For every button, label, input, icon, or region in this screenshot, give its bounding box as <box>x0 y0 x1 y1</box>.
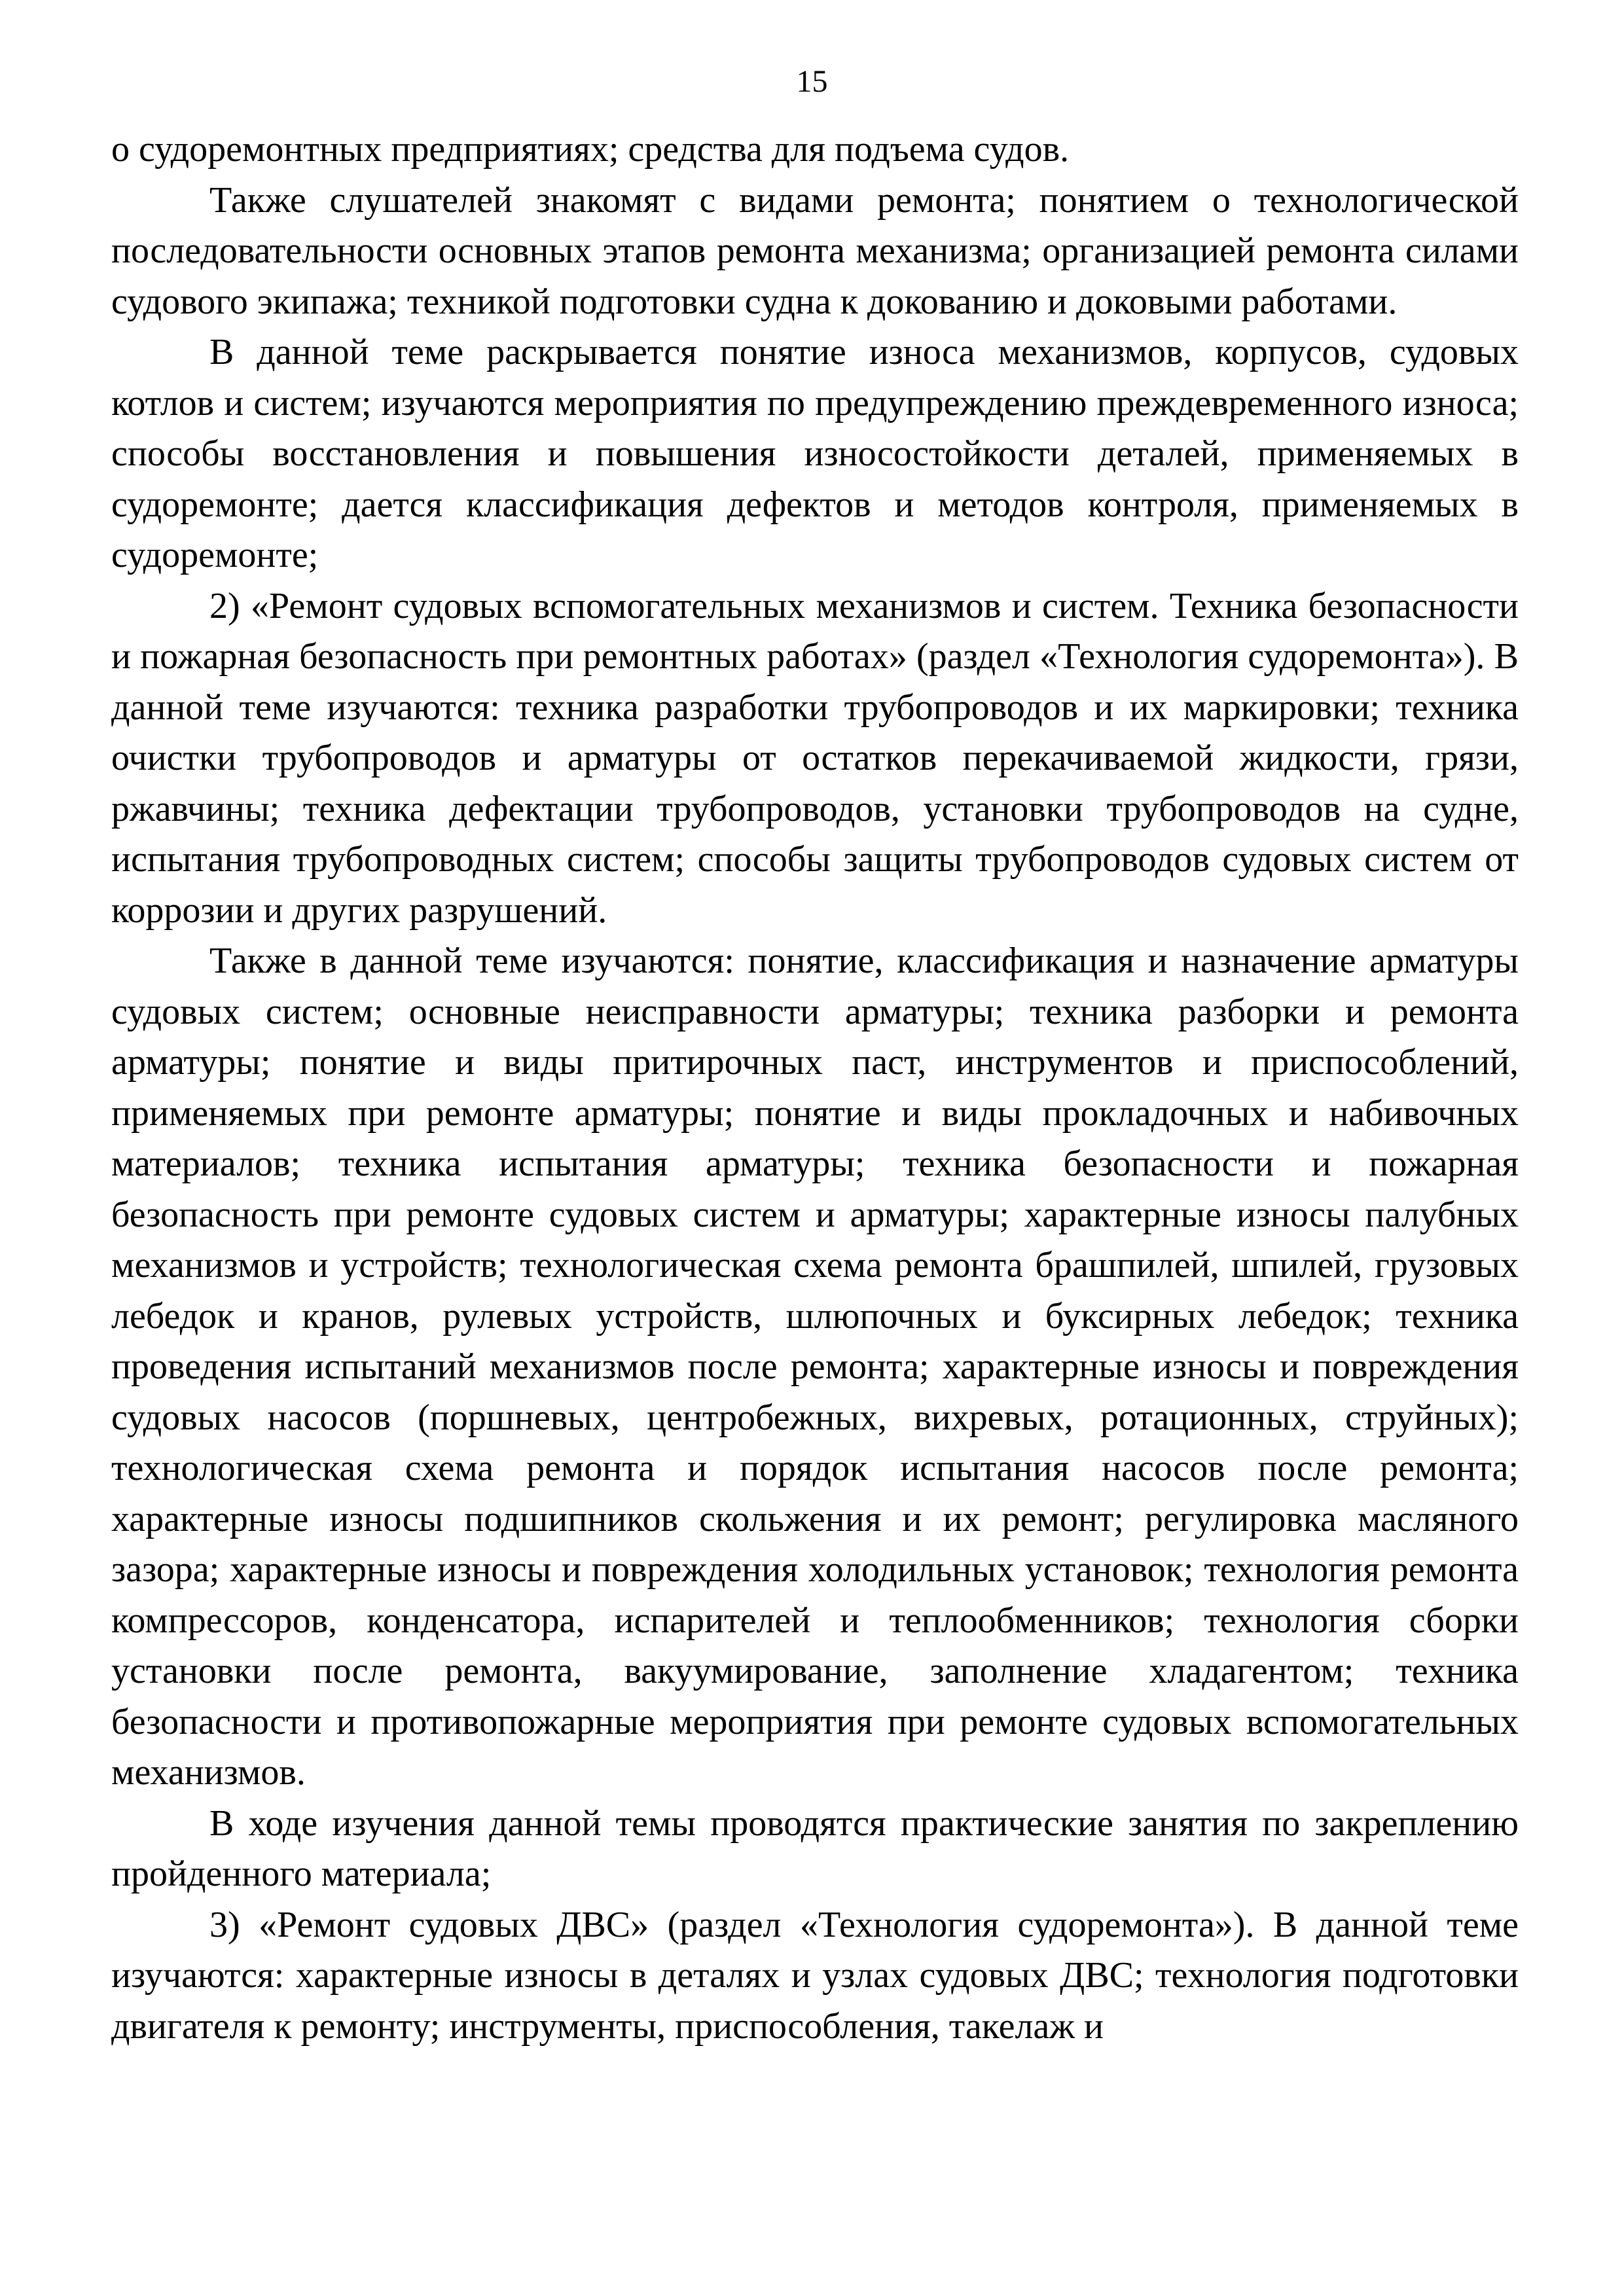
document-body <box>111 124 1519 2052</box>
paragraph-wear-concept: В данной теме раскрывается понятие износа механизмов, корпусов, судовых котлов и систем; изучаются мероприятия по предупреждению преждевременного износа; способы восстановления и повышения износостойкости деталей, применяемых в судоремонте; дается классификация дефектов и методов контроля, применяемых в судоремонте; <box>111 332 1519 575</box>
paragraph-practical-lessons: В ходе изучения данной темы проводятся практические занятия по закреплению пройденного материала; <box>111 1803 1519 1894</box>
paragraph-continuation: о судоремонтных предприятиях; средства для подъема судов. <box>111 129 1070 170</box>
paragraph-repair-types: Также слушателей знакомят с видами ремонта; понятием о технологической последовательности основных этапов ремонта механизма; организацией ремонта силами судового экипажа; техникой подготовки судна к докованию и доковыми работами. <box>111 179 1519 322</box>
paragraph-topic-3: 3) «Ремонт судовых ДВС» (раздел «Технология судоремонта»). В данной теме изучаются: характерные износы в деталях и узлах судовых ДВС; технология подготовки двигателя к ремонту; инструменты, приспособления, такелаж и <box>111 1904 1519 2047</box>
paragraph-topic-2-details: Также в данной теме изучаются: понятие, классификация и назначение арматуры судовых систем; основные неисправности арматуры; техника разборки и ремонта арматуры; понятие и виды притирочных паст, инструментов и приспособлений, применяемых при ремонте арматуры; понятие и виды прокладочных и набивочных материалов; техника испытания арматуры; техника безопасности и пожарная безопасность при ремонте судовых систем и арматуры; характерные износы палубных механизмов и устройств; технологическая схема ремонта брашпилей, шпилей, грузовых лебедок и кранов, рулевых устройств, шлюпочных и буксирных лебедок; техника проведения испытаний механизмов после ремонта; характерные износы и повреждения судовых насосов (поршневых, центробежных, вихревых, ротационных, струйных); технологическая схема ремонта и порядок испытания насосов после ремонта; характерные износы подшипников скольжения и их ремонт; регулировка масляного зазора; характерные износы и повреждения холодильных установок; технология ремонта компрессоров, конденсатора, испарителей и теплообменников; технология сборки установки после ремонта, вакуумирование, заполнение хладагентом; техника безопасности и противопожарные мероприятия при ремонте судовых вспомогательных механизмов. <box>111 941 1519 1793</box>
paragraph-topic-2: 2) «Ремонт судовых вспомогательных механизмов и систем. Техника безопасности и пожарная безопасность при ремонтных работах» (раздел «Технология судоремонта»). В данной теме изучаются: техника разработки трубопроводов и их маркировки; техника очистки трубопроводов и арматуры от остатков перекачиваемой жидкости, грязи, ржавчины; техника дефектации трубопроводов, установки трубопроводов на судне, испытания трубопроводных систем; способы защиты трубопроводов судовых систем от коррозии и других разрушений. <box>111 585 1519 931</box>
page-number: 15 <box>796 64 828 99</box>
